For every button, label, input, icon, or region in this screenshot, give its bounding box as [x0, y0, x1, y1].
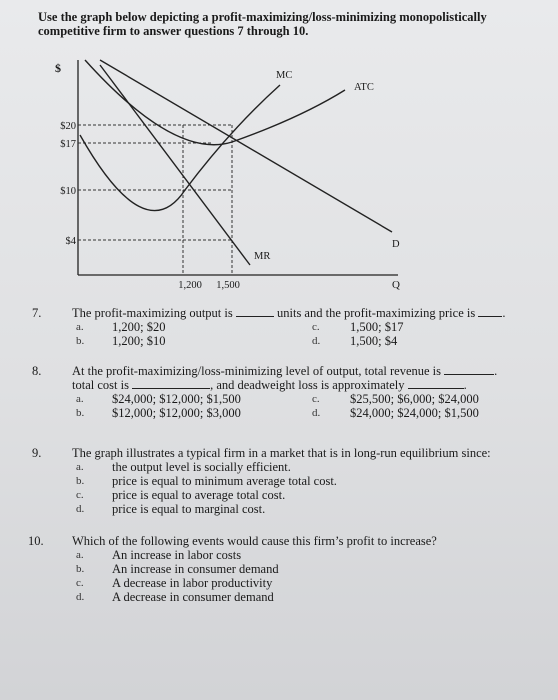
option-letter: d.	[312, 335, 321, 347]
option-text: 1,200; $20	[112, 320, 166, 334]
option-letter: d.	[76, 591, 85, 603]
monopolistic-competition-graph	[0, 0, 558, 300]
option-text: A decrease in consumer demand	[112, 590, 274, 604]
question-text-part-1: At the profit-maximizing/loss-minimizing level of output, total revenue is	[72, 364, 442, 378]
average-total-cost-curve	[85, 60, 345, 145]
price-tick-17: $17	[60, 139, 76, 150]
answer-blank	[236, 316, 274, 317]
question-text-part-2: total cost is	[72, 378, 129, 392]
question-text: The graph illustrates a typical firm in a market that is in long-run equilibrium since:	[72, 446, 491, 460]
option-letter: a.	[76, 393, 84, 405]
answer-blank	[478, 316, 502, 317]
mr-label: MR	[254, 251, 271, 262]
option-letter: c.	[312, 393, 320, 405]
option-text: 1,200; $10	[112, 334, 166, 348]
option-text: $24,000; $24,000; $1,500	[350, 406, 479, 420]
question-9	[32, 446, 542, 518]
question-10	[28, 534, 542, 606]
option-letter: b.	[76, 563, 85, 575]
instructions-line-2: competitive firm to answer questions 7 through 10.	[38, 24, 309, 38]
option-letter: d.	[312, 407, 321, 419]
price-tick-10: $10	[60, 186, 76, 197]
price-tick-4: $4	[65, 236, 76, 247]
demand-curve	[100, 60, 392, 232]
question-8	[32, 364, 542, 428]
option-text: An increase in labor costs	[112, 548, 242, 562]
option-letter: a.	[76, 321, 84, 333]
answer-blank	[132, 388, 210, 389]
answer-blank	[408, 388, 464, 389]
question-text-part-2: units and the profit-maximizing price is	[277, 306, 476, 320]
option-text: 1,500; $4	[350, 334, 398, 348]
question-text: The profit-maximizing output is units and the profit-maximizing price is .	[72, 306, 506, 320]
option-letter: d.	[76, 503, 85, 515]
option-letter: b.	[76, 407, 85, 419]
question-text-part-3: , and deadweight loss is approximately	[210, 378, 405, 392]
option-letter: b.	[76, 335, 85, 347]
option-text: price is equal to average total cost.	[112, 488, 286, 502]
option-text: price is equal to marginal cost.	[112, 502, 266, 516]
quantity-tick-1200: 1,200	[178, 280, 202, 291]
option-letter: c.	[76, 577, 84, 589]
option-letter: a.	[76, 461, 84, 473]
option-letter: a.	[76, 549, 84, 561]
option-text: the output level is socially efficient.	[112, 460, 291, 474]
marginal-revenue-curve	[100, 65, 250, 265]
question-number: 7.	[32, 306, 42, 320]
option-text: An increase in consumer demand	[112, 562, 279, 576]
option-text: price is equal to minimum average total cost.	[112, 474, 337, 488]
option-letter: b.	[76, 475, 85, 487]
question-text-part-1: The profit-maximizing output is	[72, 306, 233, 320]
option-text: A decrease in labor productivity	[112, 576, 273, 590]
question-number: 8.	[32, 364, 42, 378]
demand-label: D	[392, 239, 400, 250]
answer-blank	[444, 374, 494, 375]
option-text: 1,500; $17	[350, 320, 404, 334]
y-axis-label: $	[55, 61, 61, 75]
question-number: 10.	[28, 534, 44, 548]
price-tick-20: $20	[60, 121, 76, 132]
option-text: $12,000; $12,000; $3,000	[112, 406, 241, 420]
option-text: $25,500; $6,000; $24,000	[350, 392, 479, 406]
option-text: $24,000; $12,000; $1,500	[112, 392, 241, 406]
question-text-line-2: total cost is , and deadweight loss is approximately .	[72, 378, 467, 392]
question-text: Which of the following events would cause this firm’s profit to increase?	[72, 534, 437, 548]
option-letter: c.	[76, 489, 84, 501]
question-7	[32, 306, 532, 356]
mc-label: MC	[276, 70, 293, 81]
option-letter: c.	[312, 321, 320, 333]
instructions-line-1: Use the graph below depicting a profit-maximizing/loss-minimizing monopolistically	[38, 10, 487, 24]
question-number: 9.	[32, 446, 42, 460]
question-text-line-1: At the profit-maximizing/loss-minimizing level of output, total revenue is .	[72, 364, 498, 378]
x-axis-label: Q	[392, 279, 400, 291]
quantity-tick-1500: 1,500	[216, 280, 240, 291]
atc-label: ATC	[354, 82, 374, 93]
